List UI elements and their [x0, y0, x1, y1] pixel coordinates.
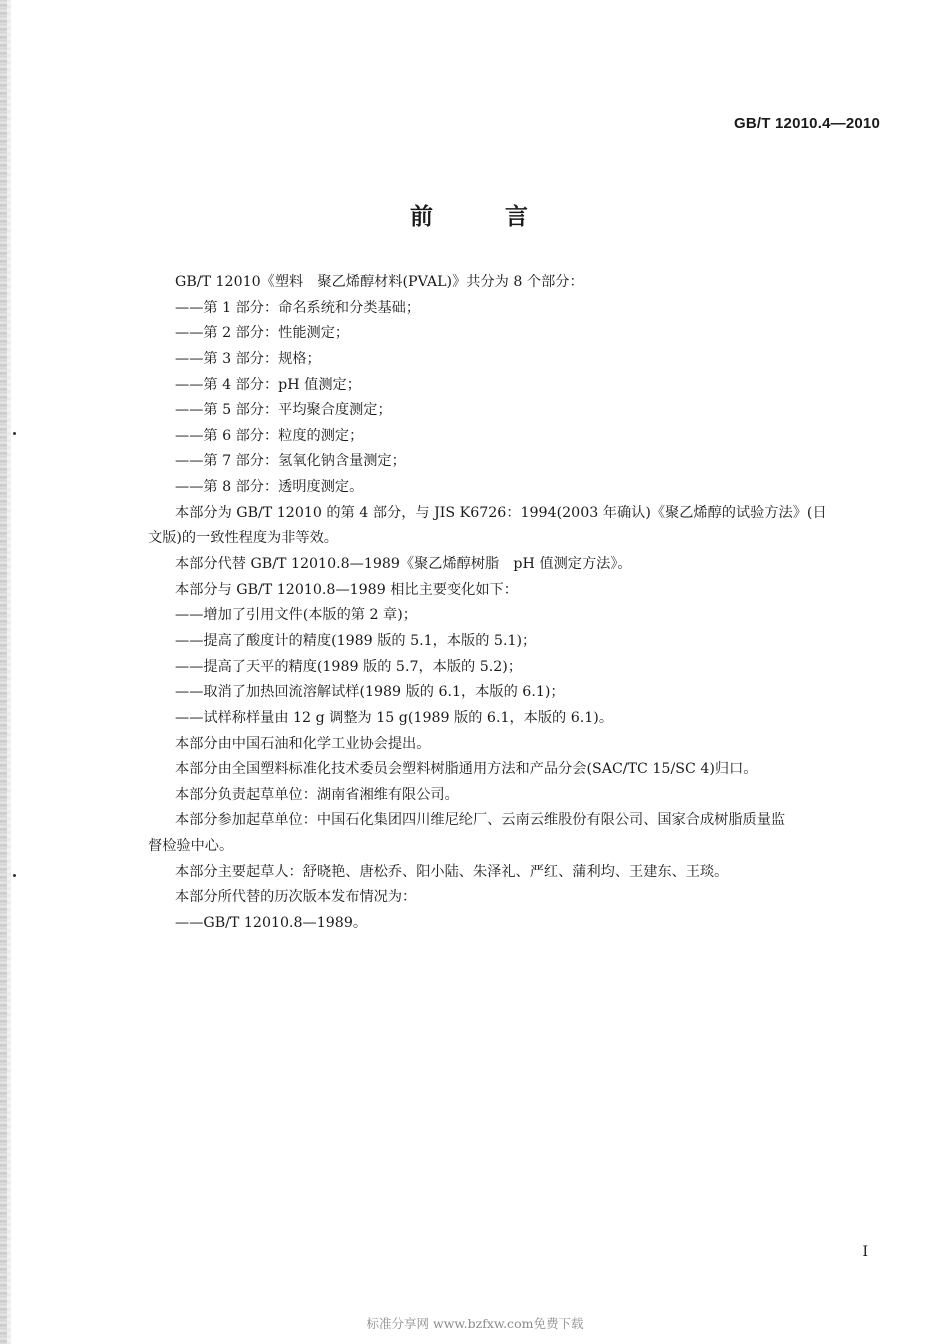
paragraph-line: 本部分与 GB/T 12010.8—1989 相比主要变化如下： — [175, 581, 518, 598]
paragraph-line: 本部分为 GB/T 12010 的第 4 部分，与 JIS K6726：1994(2003 年确认)《聚乙烯醇的试验方法》(日 — [175, 504, 827, 521]
page-title: 前 言 — [409, 204, 560, 230]
paragraph-line: ——试样称样量由 12 g 调整为 15 g(1989 版的 6.1，本版的 6.1)。 — [175, 709, 614, 726]
watermark: 标准分享网 www.bzfxw.com免费下载 — [366, 1316, 584, 1331]
paragraph-line: ——第 3 部分：规格； — [175, 350, 321, 367]
standard-code: GB/T 12010.4—2010 — [734, 115, 880, 132]
foreword-body — [148, 270, 883, 937]
paragraph-continuation-line: 文版)的一致性程度为非等效。 — [148, 530, 338, 547]
paragraph-line: ——第 5 部分：平均聚合度测定； — [175, 402, 392, 419]
paragraph-line: 本部分代替 GB/T 12010.8—1989《聚乙烯醇树脂 pH 值测定方法》。 — [175, 556, 632, 573]
scan-speck — [13, 874, 16, 877]
paragraph-line: ——提高了天平的精度(1989 版的 5.7，本版的 5.2)； — [175, 658, 523, 675]
paragraph-line: 本部分负责起草单位：湖南省湘维有限公司。 — [175, 786, 459, 803]
paragraph-line: ——第 7 部分：氢氧化钠含量测定； — [175, 453, 406, 470]
paragraph-line: 本部分主要起草人：舒晓艳、唐松乔、阳小陆、朱泽礼、严红、蒲利均、王建东、王琰。 — [175, 863, 729, 880]
paragraph-line: ——增加了引用文件(本版的第 2 章)； — [175, 607, 417, 624]
scan-speck — [13, 432, 16, 435]
paragraph-line: 本部分由中国石油和化学工业协会提出。 — [175, 735, 431, 752]
paragraph-line: ——提高了酸度计的精度(1989 版的 5.1，本版的 5.1)； — [175, 632, 537, 649]
paragraph-line: ——取消了加热回流溶解试样(1989 版的 6.1，本版的 6.1)； — [175, 684, 565, 701]
page-number: I — [862, 1244, 868, 1260]
paragraph-line: GB/T 12010《塑料 聚乙烯醇材料(PVAL)》共分为 8 个部分： — [175, 274, 584, 290]
paragraph-line: ——第 2 部分：性能测定； — [175, 325, 350, 342]
paragraph-line: ——第 4 部分：pH 值测定； — [175, 376, 361, 393]
paragraph-continuation-line: 督检验中心。 — [148, 838, 234, 855]
paragraph-line: ——第 8 部分：透明度测定。 — [175, 479, 364, 496]
paragraph-line: 本部分参加起草单位：中国石化集团四川维尼纶厂、云南云维股份有限公司、国家合成树脂质量监 — [175, 812, 786, 829]
paragraph-line: 本部分由全国塑料标准化技术委员会塑料树脂通用方法和产品分会(SAC/TC 15/SC 4)归口。 — [175, 761, 758, 778]
paragraph-line: 本部分所代替的历次版本发布情况为： — [175, 889, 417, 906]
paragraph-line: ——GB/T 12010.8—1989。 — [175, 915, 368, 932]
paragraph-line: ——第 1 部分：命名系统和分类基础； — [175, 299, 421, 316]
paragraph-line: ——第 6 部分：粒度的测定； — [175, 427, 364, 444]
